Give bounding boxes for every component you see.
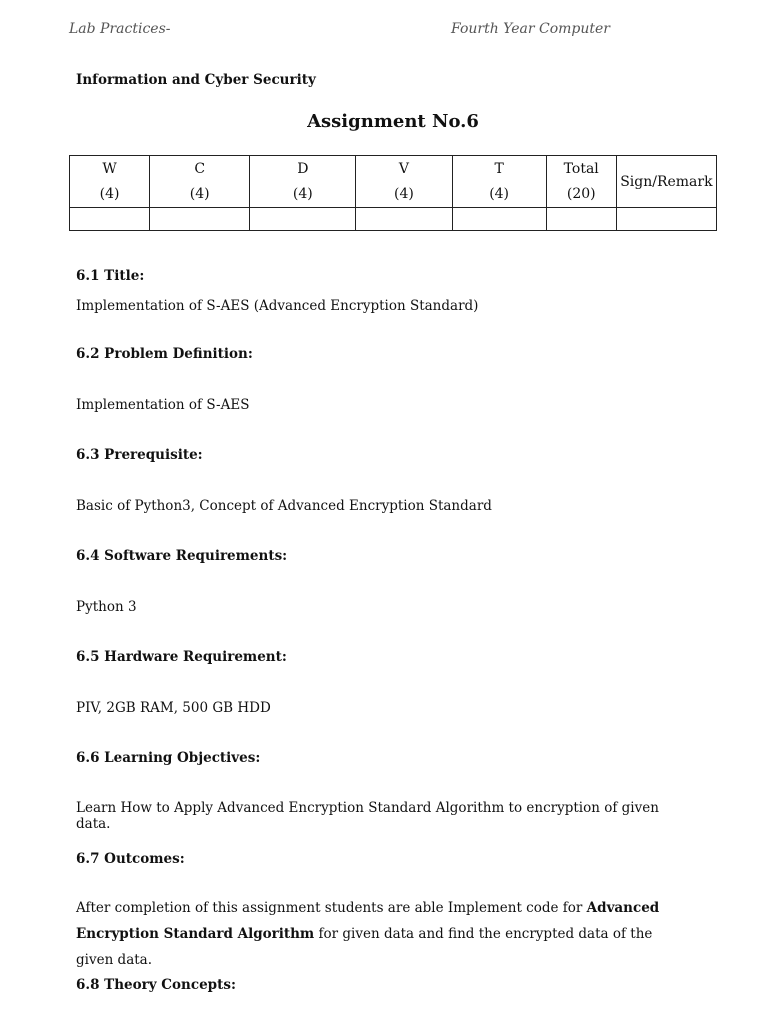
section-title-text: Implementation of S-AES (Advanced Encryption Standard) [76, 298, 479, 314]
marks-col-max: (4) [99, 185, 120, 202]
marks-entry-cell [616, 208, 716, 231]
assignment-title: Assignment No.6 [307, 111, 479, 132]
marks-entry-cell [150, 208, 250, 231]
header-right-text: Fourth Year Computer [451, 21, 610, 37]
marks-col-d [250, 156, 356, 208]
marks-col-letter: Total [563, 160, 599, 177]
marks-col-max: (4) [292, 185, 313, 202]
section-prerequisite-text: Basic of Python3, Concept of Advanced Encryption Standard [76, 498, 492, 514]
section-problem-heading: 6.2 Problem Definition: [76, 346, 253, 362]
marks-entry-cell [250, 208, 356, 231]
section-software-heading: 6.4 Software Requirements: [76, 548, 288, 564]
section-software-text: Python 3 [76, 599, 137, 615]
section-objectives-heading: 6.6 Learning Objectives: [76, 750, 261, 766]
marks-col-max: (4) [189, 185, 210, 202]
marks-header-row [70, 156, 717, 208]
outcomes-text-bold: Advanced Encryption Standard Algorithm [76, 900, 660, 942]
marks-col-sign-remark: Sign/Remark [616, 156, 716, 208]
marks-col-v [356, 156, 452, 208]
section-problem-text: Implementation of S-AES [76, 397, 250, 413]
marks-col-letter: V [398, 160, 410, 177]
outcomes-text-before: After completion of this assignment students are able Implement code for [76, 900, 587, 916]
marks-entry-cell [70, 208, 150, 231]
marks-col-t [452, 156, 546, 208]
section-title-heading: 6.1 Title: [76, 268, 145, 284]
marks-col-c [150, 156, 250, 208]
outcomes-text-after: for given data and find the encrypted data of the given data. [76, 926, 653, 968]
marks-col-total [546, 156, 616, 208]
section-outcomes-text [76, 895, 691, 973]
marks-col-max: (4) [489, 185, 510, 202]
section-theory-heading: 6.8 Theory Concepts: [76, 977, 236, 993]
marks-entry-cell [452, 208, 546, 231]
section-hardware-heading: 6.5 Hardware Requirement: [76, 649, 287, 665]
marks-col-letter: T [494, 160, 504, 177]
marks-entry-cell [546, 208, 616, 231]
section-prerequisite-heading: 6.3 Prerequisite: [76, 447, 203, 463]
marks-col-max: (4) [394, 185, 414, 202]
marks-table [69, 155, 717, 231]
section-outcomes-heading: 6.7 Outcomes: [76, 851, 185, 867]
marks-entry-row [70, 208, 717, 231]
marks-col-max: (20) [566, 185, 596, 202]
marks-col-letter: W [102, 160, 117, 177]
section-hardware-text: PIV, 2GB RAM, 500 GB HDD [76, 700, 271, 716]
marks-col-letter: D [297, 160, 309, 177]
subject-title: Information and Cyber Security [76, 72, 316, 88]
header-left-text: Lab Practices- [69, 21, 171, 37]
marks-entry-cell [356, 208, 452, 231]
marks-col-w [70, 156, 150, 208]
marks-col-letter: C [194, 160, 206, 177]
section-objectives-text: Learn How to Apply Advanced Encryption Standard Algorithm to encryption of given data. [76, 800, 659, 832]
